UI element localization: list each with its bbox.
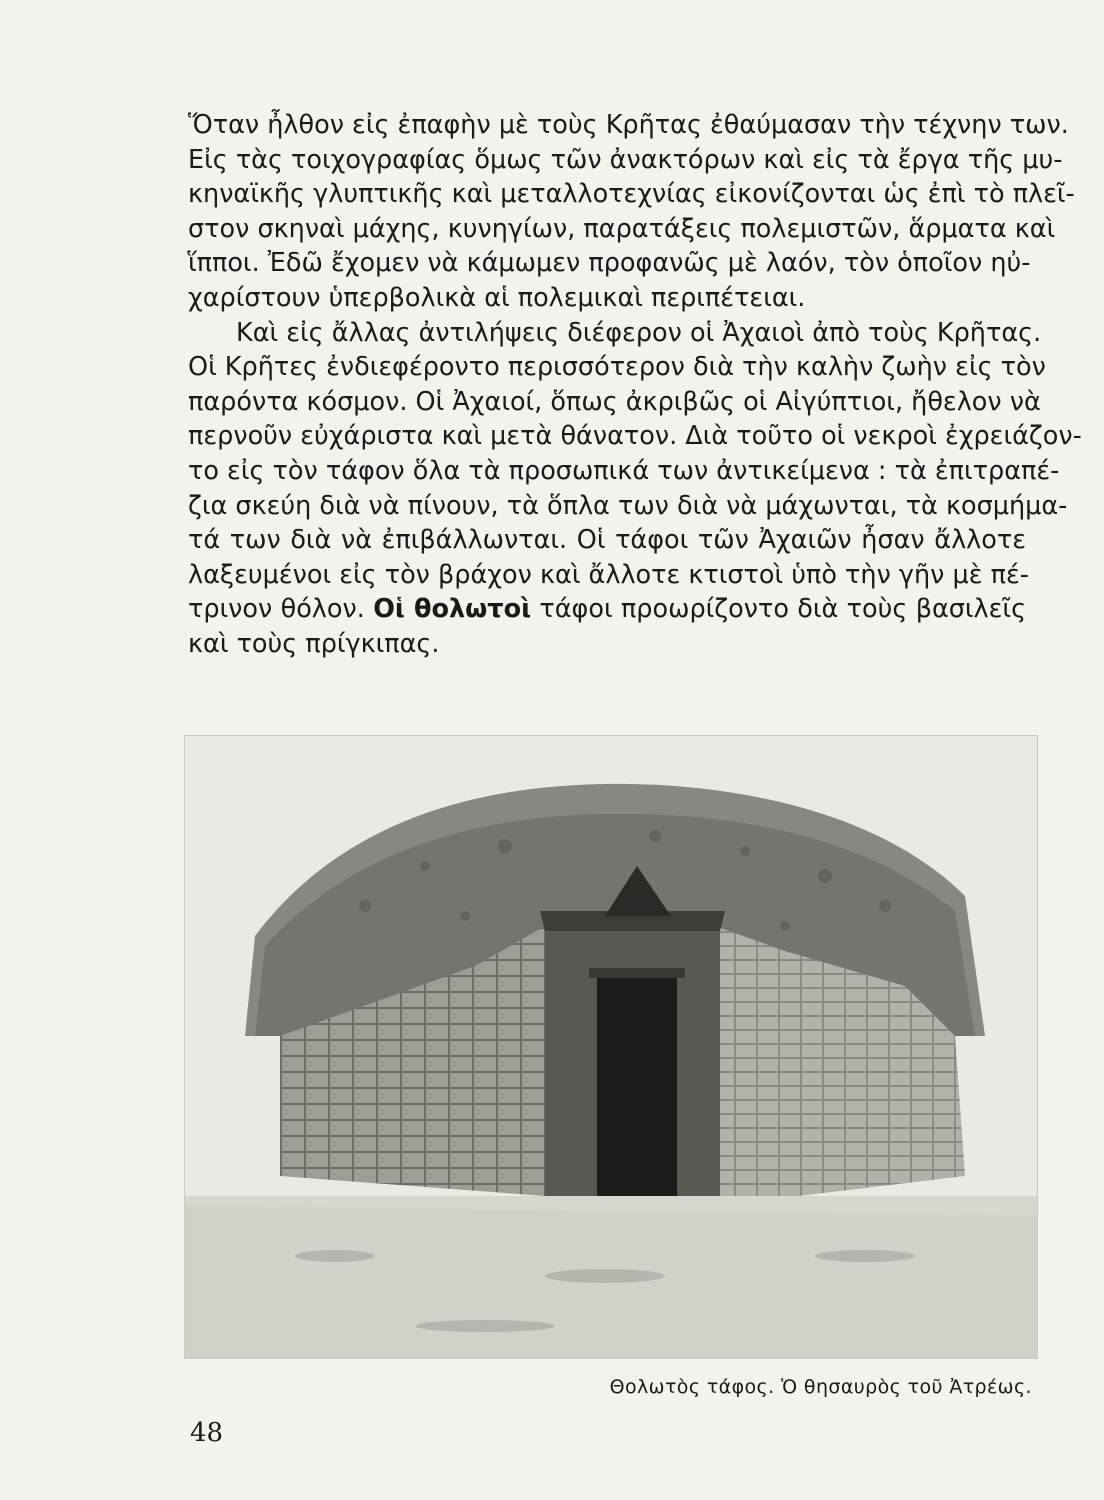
text-fragment: τάφοι προωρίζοντο διὰ τοὺς βασιλεῖς [539, 594, 1027, 625]
text-line: τά των διὰ νὰ ἐπιβάλλωνται. Οἱ τάφοι τῶν Ἀχαιῶν ἦσαν ἄλλοτε [188, 525, 1026, 556]
text-fragment: τρινον θόλον. [188, 594, 365, 625]
bold-term: Οἱ θολωτοὶ [373, 594, 532, 625]
text-line: Εἰς τὰς τοιχογραφίας ὅμως τῶν ἀνακτόρων καὶ εἰς τὰ ἔργα τῆς μυ- [188, 144, 1063, 175]
text-line: παρόντα κόσμον. Οἱ Ἀχαιοί, ὅπως ἀκριβῶς οἱ Αἰγύπτιοι, ἤθελον νὰ [188, 386, 1041, 417]
text-line: το εἰς τὸν τάφον ὅλα τὰ προσωπικά των ἀντικείμενα : τὰ ἐπιτραπέ- [188, 455, 1060, 486]
text-line: καὶ τοὺς πρίγκιπας. [188, 628, 440, 659]
text-line: περνοῦν εὐχάριστα καὶ μετὰ θάνατον. Διὰ τοῦτο οἱ νεκροὶ ἐχρειάζον- [188, 421, 1082, 452]
page-number: 48 [190, 1418, 224, 1448]
text-line: χαρίστουν ὑπερβολικὰ αἱ πολεμικαὶ περιπέτειαι. [188, 282, 806, 313]
figure-caption: Θολωτὸς τάφος. Ὁ θησαυρὸς τοῦ Ἀτρέως. [609, 1376, 1032, 1398]
text-line: Ὅταν ἦλθον εἰς ἐπαφὴν μὲ τοὺς Κρῆτας ἐθαύμασαν τὴν τέχνην των. [188, 110, 1069, 140]
text-line: λαξευμένοι εἰς τὸν βράχον καὶ ἄλλοτε κτιστοὶ ὑπὸ τὴν γῆν μὲ πέ- [188, 559, 1029, 590]
paragraph-1 [188, 108, 1075, 316]
text-line: στον σκηναὶ μάχης, κυνηγίων, παρατάξεις πολεμιστῶν, ἅρματα καὶ [188, 213, 1056, 244]
paragraph-2 [188, 316, 1082, 662]
text-line [188, 592, 1026, 627]
tomb-photograph [184, 735, 1038, 1359]
body-text [188, 108, 1082, 662]
tomb-illustration [185, 736, 1037, 1358]
text-line: κηναϊκῆς γλυπτικῆς καὶ μεταλλοτεχνίας εἰκονίζονται ὡς ἐπὶ τὸ πλεῖ- [188, 179, 1075, 210]
text-line: ζια σκεύη διὰ νὰ πίνουν, τὰ ὅπλα των διὰ νὰ μάχωνται, τὰ κοσμήμα- [188, 490, 1068, 521]
text-line: ἵπποι. Ἐδῶ ἔχομεν νὰ κάμωμεν προφανῶς μὲ λαόν, τὸν ὁποῖον ηὐ- [188, 248, 1031, 279]
text-line: Οἱ Κρῆτες ἐνδιεφέροντο περισσότερον διὰ τὴν καλὴν ζωὴν εἰς τὸν [188, 352, 1046, 383]
text-line: Καὶ εἰς ἄλλας ἀντιλήψεις διέφερον οἱ Ἀχαιοὶ ἀπὸ τοὺς Κρῆτας. [236, 317, 1042, 348]
